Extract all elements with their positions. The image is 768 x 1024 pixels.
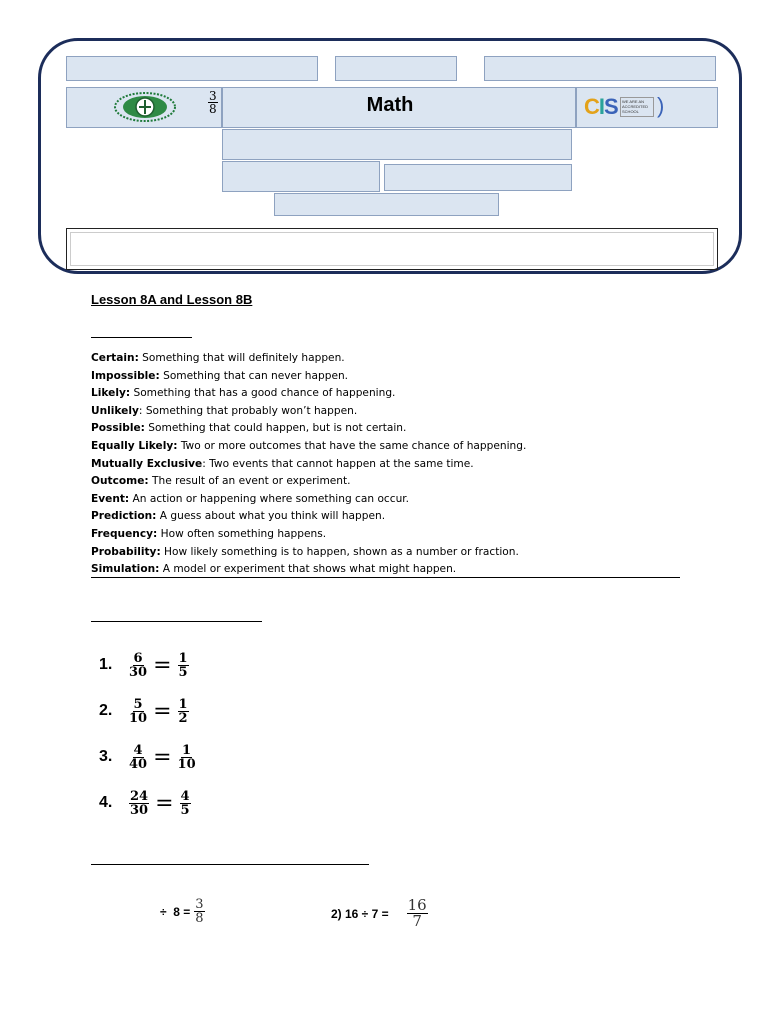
item-number: 4. xyxy=(99,794,113,811)
division-item-1 xyxy=(160,898,205,925)
fraction-denominator: 5 xyxy=(178,664,188,680)
fraction-numerator: 1 xyxy=(182,742,192,758)
date-field[interactable] xyxy=(484,56,716,81)
score-field[interactable] xyxy=(274,193,499,216)
fraction-denominator: 40 xyxy=(129,756,148,772)
fraction-denominator: 10 xyxy=(129,710,148,726)
definition-item xyxy=(91,368,526,386)
class-field[interactable] xyxy=(335,56,457,81)
definitions-list xyxy=(91,350,526,579)
definition-text: A guess about what you think will happen. xyxy=(156,510,386,523)
fraction-numerator: 6 xyxy=(133,650,143,666)
definition-item xyxy=(91,403,526,421)
definition-item xyxy=(91,456,526,474)
equals-sign: = xyxy=(153,744,172,770)
division-item-2 xyxy=(331,898,428,929)
fraction xyxy=(178,652,189,679)
definitions-divider xyxy=(91,577,680,578)
fraction-numerator: 1 xyxy=(178,650,188,666)
equals-sign: = xyxy=(153,698,172,724)
definition-item xyxy=(91,526,526,544)
fraction xyxy=(129,652,147,679)
header-fraction-denominator: 8 xyxy=(209,102,217,116)
definition-term: Event: xyxy=(91,492,130,505)
definition-text: The result of an event or experiment. xyxy=(148,475,351,488)
fraction-numerator: 5 xyxy=(133,696,143,712)
definition-term: Frequency: xyxy=(91,527,158,540)
definition-text: Two or more outcomes that have the same chance of happening. xyxy=(177,439,527,452)
definition-text: Something that will definitely happen. xyxy=(138,352,345,364)
division-expression: 2) 16 ÷ 7 = xyxy=(331,906,389,921)
fraction xyxy=(178,698,189,725)
division-result xyxy=(407,898,428,929)
definition-term: Equally Likely: xyxy=(91,439,178,452)
header-fraction xyxy=(208,90,218,115)
fraction xyxy=(180,790,191,817)
division-result xyxy=(194,898,204,925)
definition-text: Something that can never happen. xyxy=(159,369,349,382)
header-fraction-numerator: 3 xyxy=(209,89,217,103)
definition-term: Mutually Exclusive xyxy=(91,457,203,470)
definition-term: Probability: xyxy=(91,545,161,558)
definition-item xyxy=(91,350,526,368)
fraction-numerator: 24 xyxy=(130,788,149,804)
simplify-item xyxy=(99,642,196,688)
definition-text: An action or happening where something can occur. xyxy=(129,492,410,505)
equals-sign: = xyxy=(155,790,174,816)
definition-item xyxy=(91,438,526,456)
cis-letter-c: C xyxy=(584,94,599,119)
fraction xyxy=(129,698,147,725)
cis-letter-i: I xyxy=(598,94,605,119)
definition-item xyxy=(91,473,526,491)
simplify-item xyxy=(99,734,196,780)
school-logo-icon xyxy=(112,90,178,124)
fraction-denominator: 10 xyxy=(177,756,196,772)
grade-field[interactable] xyxy=(222,161,380,192)
item-number: 3. xyxy=(99,748,113,765)
definition-term: Unlikely xyxy=(91,404,139,417)
fraction-denominator: 30 xyxy=(129,664,148,680)
division-heading-blank-line xyxy=(91,864,369,865)
subject-title: Math xyxy=(366,94,414,116)
notes-box-inner xyxy=(70,232,714,266)
result-numerator: 16 xyxy=(407,896,427,914)
item-number: 2. xyxy=(99,702,113,719)
heading-blank-line xyxy=(91,337,192,338)
definition-term: Prediction: xyxy=(91,510,157,523)
definition-text: : Two events that cannot happen at the same time. xyxy=(202,457,474,470)
result-numerator: 3 xyxy=(195,897,204,912)
division-expression: ÷ 8 = xyxy=(160,904,191,919)
simplify-list xyxy=(99,642,196,826)
fraction-denominator: 2 xyxy=(178,710,188,726)
definition-text: How likely something is to happen, shown as a number or fraction. xyxy=(160,545,519,558)
definition-term: Outcome: xyxy=(91,475,149,488)
result-denominator: 8 xyxy=(195,911,204,926)
definition-item xyxy=(91,420,526,438)
simplify-item xyxy=(99,688,196,734)
definition-text: A model or experiment that shows what might happen. xyxy=(159,563,457,576)
definition-text: Something that could happen, but is not certain. xyxy=(144,422,407,435)
definition-term: Impossible: xyxy=(91,369,160,382)
equals-sign: = xyxy=(153,652,172,678)
cis-letter-s: S xyxy=(604,94,618,119)
simplify-heading-blank-line xyxy=(91,621,262,622)
definition-item xyxy=(91,385,526,403)
definition-text: How often something happens. xyxy=(157,527,327,540)
fraction-numerator: 1 xyxy=(178,696,188,712)
section-field[interactable] xyxy=(384,164,572,191)
fraction xyxy=(129,790,149,817)
fraction xyxy=(178,744,196,771)
name-field[interactable] xyxy=(66,56,318,81)
cis-logo xyxy=(582,92,668,122)
fraction-numerator: 4 xyxy=(133,742,143,758)
definition-item xyxy=(91,544,526,562)
definition-item xyxy=(91,491,526,509)
definition-item xyxy=(91,508,526,526)
teacher-field[interactable] xyxy=(222,129,572,160)
accreditation-badge: WE ARE AN ACCREDITED SCHOOL xyxy=(620,97,654,117)
fraction-denominator: 30 xyxy=(130,802,149,818)
definition-text: Something that has a good chance of happening. xyxy=(130,387,396,400)
fraction xyxy=(129,744,147,771)
lesson-title: Lesson 8A and Lesson 8B xyxy=(91,292,253,307)
fraction-numerator: 4 xyxy=(180,788,190,804)
definition-text: : Something that probably won’t happen. xyxy=(138,404,358,417)
definition-term: Certain: xyxy=(91,352,139,364)
result-denominator: 7 xyxy=(412,912,422,930)
item-number: 1. xyxy=(99,656,113,673)
simplify-item xyxy=(99,780,196,826)
definition-term: Simulation: xyxy=(91,563,160,576)
cis-bracket-icon: ) xyxy=(657,93,665,118)
fraction-denominator: 5 xyxy=(180,802,190,818)
definition-term: Possible: xyxy=(91,422,145,435)
definition-term: Likely: xyxy=(91,387,131,400)
